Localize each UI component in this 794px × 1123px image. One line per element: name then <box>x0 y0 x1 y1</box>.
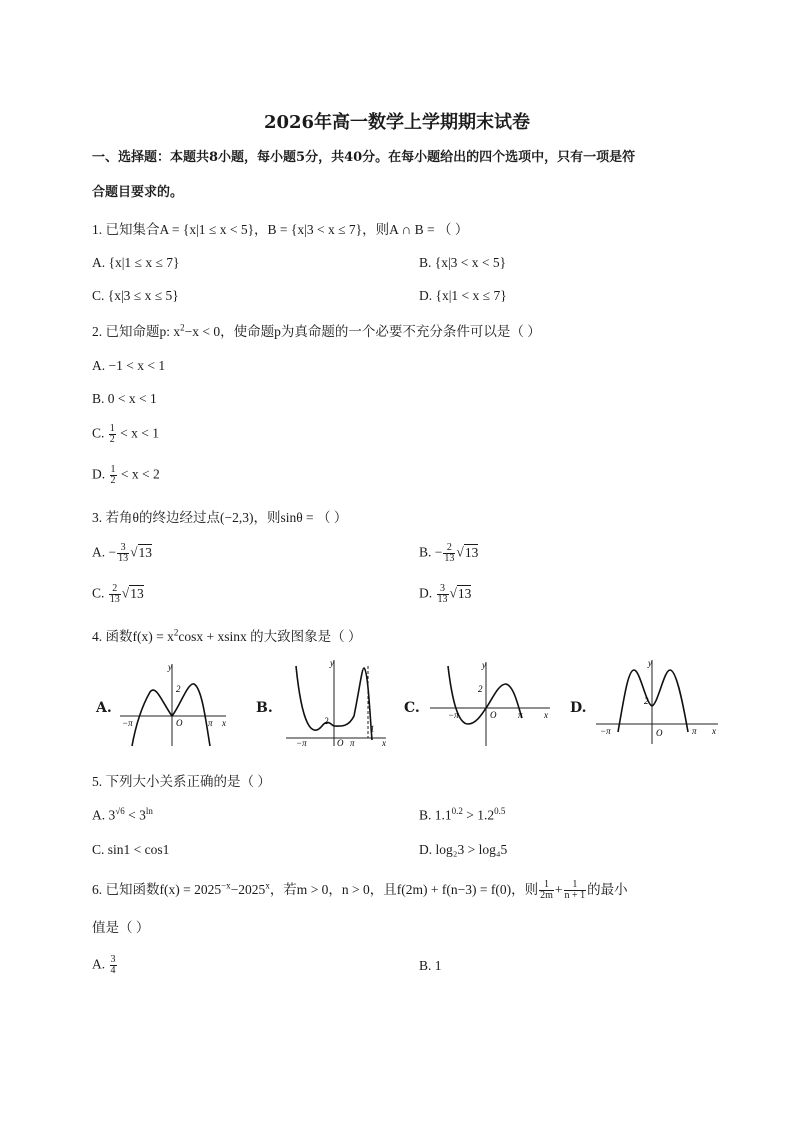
question-2-option-d: D. $\frac{1}{2}$ < x < 2 <box>92 464 160 486</box>
graph-a-label: A. <box>96 700 112 716</box>
question-2-stem: 2. 已知命题p: $x^2-x < 0$，使命题p为真命题的一个必要不充分条件可以是（ ） <box>92 322 541 339</box>
question-5-stem: 5. 下列大小关系正确的是（ ） <box>92 774 271 789</box>
question-6-stem-line-2: 值是（ ） <box>92 920 150 935</box>
page-title: 2026年高一数学上学期期末试卷 <box>263 112 531 133</box>
graph-a-neg-pi: −π <box>122 718 133 728</box>
graph-a-origin: O <box>176 718 183 728</box>
graph-b-x-label: x <box>382 738 386 748</box>
question-1-option-a: A. {x|1 ≤ x ≤ 7} <box>92 255 180 270</box>
graph-b <box>278 656 390 748</box>
graph-d-neg-pi: −π <box>600 726 611 736</box>
graph-c <box>426 660 554 748</box>
question-4-stem: 4. 函数$f(x) = x^2\cos x + xsinx$ 的大致图象是（ ） <box>92 627 362 644</box>
graph-d-origin: O <box>656 728 663 738</box>
graph-b-y-label: y <box>330 658 334 668</box>
graph-c-neg-pi: −π <box>448 710 459 720</box>
question-1-stem: 1. 已知集合A = {x|1 ≤ x < 5}，B = {x|3 < x ≤ 7}，则A ∩ B = （ ） <box>92 222 469 237</box>
question-5-option-c: C. sin1 < cos1 <box>92 842 170 857</box>
question-6-option-b: B. 1 <box>419 958 442 973</box>
graph-c-two: 2 <box>478 684 483 694</box>
graph-b-pi: π <box>350 738 355 748</box>
question-3-option-a: A. − $\frac{3}{13}$ √13 <box>92 542 153 564</box>
question-3-option-b: B. − $\frac{2}{13}$ √13 <box>419 542 479 564</box>
question-5-option-d: D. log₂3 > log₄5 <box>419 842 508 857</box>
question-3-stem: 3. 若角θ的终边经过点(−2,3)，则sinθ = （ ） <box>92 510 348 525</box>
graph-b-one: 1 <box>370 724 375 734</box>
graph-a-pi: π <box>208 718 213 728</box>
section-header-line-1: 一、选择题：本题共8小题，每小题5分，共40分。在每小题给出的四个选项中，只有一项是符 <box>92 150 636 165</box>
graph-d-two: 2 <box>644 696 649 706</box>
graph-c-x-label: x <box>544 710 548 720</box>
question-1-option-c: C. {x|3 ≤ x ≤ 5} <box>92 288 179 303</box>
question-3-option-d: D. $\frac{3}{13}$ √13 <box>419 583 472 605</box>
graph-d-y-label: y <box>648 658 652 668</box>
question-2-option-c: C. $\frac{1}{2}$ < x < 1 <box>92 423 159 445</box>
graph-c-label: C. <box>404 700 420 716</box>
question-4-graphs <box>90 656 730 748</box>
graph-d-x-label: x <box>712 726 716 736</box>
graph-c-pi: π <box>518 710 523 720</box>
graph-d-label: D. <box>570 700 587 716</box>
question-6-option-a: A. $\frac{3}{4}$ <box>92 954 116 976</box>
graph-c-origin: O <box>490 710 497 720</box>
graph-b-neg-pi: −π <box>296 738 307 748</box>
graph-a-two: 2 <box>176 684 181 694</box>
graph-a <box>118 662 230 748</box>
question-1-option-b: B. {x|3 < x < 5} <box>419 255 507 270</box>
graph-a-y-label: y <box>168 662 172 672</box>
question-1-option-d: D. {x|1 < x ≤ 7} <box>419 288 507 303</box>
question-2-option-a: A. −1 < x < 1 <box>92 358 166 373</box>
question-2-option-b: B. 0 < x < 1 <box>92 391 157 406</box>
graph-b-two: 2 <box>324 716 329 726</box>
question-5-option-a: A. $3^{√6} < 3^{ln}$ <box>92 806 153 823</box>
graph-a-x-label: x <box>222 718 226 728</box>
graph-c-y-label: y <box>482 660 486 670</box>
graph-b-origin: O <box>337 738 344 748</box>
graph-b-label: B. <box>256 700 273 716</box>
graph-d <box>592 658 722 746</box>
question-6-stem-line-1: 6. 已知函数$f(x) = 2025^{-x}-2025^x$，若m > 0，n > 0，且f(2m) + f(n−3) = f(0)，则 $\frac{1}{2m}$ + $\frac{1}{n + 1}$ 的最小 <box>92 879 628 902</box>
question-3-option-c: C. $\frac{2}{13}$ √13 <box>92 583 144 605</box>
question-5-option-b: B. $1.1^{0.2} > 1.2^{0.5}$ <box>419 806 506 823</box>
graph-d-pi: π <box>692 726 697 736</box>
section-header-line-2: 合题目要求的。 <box>92 185 184 200</box>
